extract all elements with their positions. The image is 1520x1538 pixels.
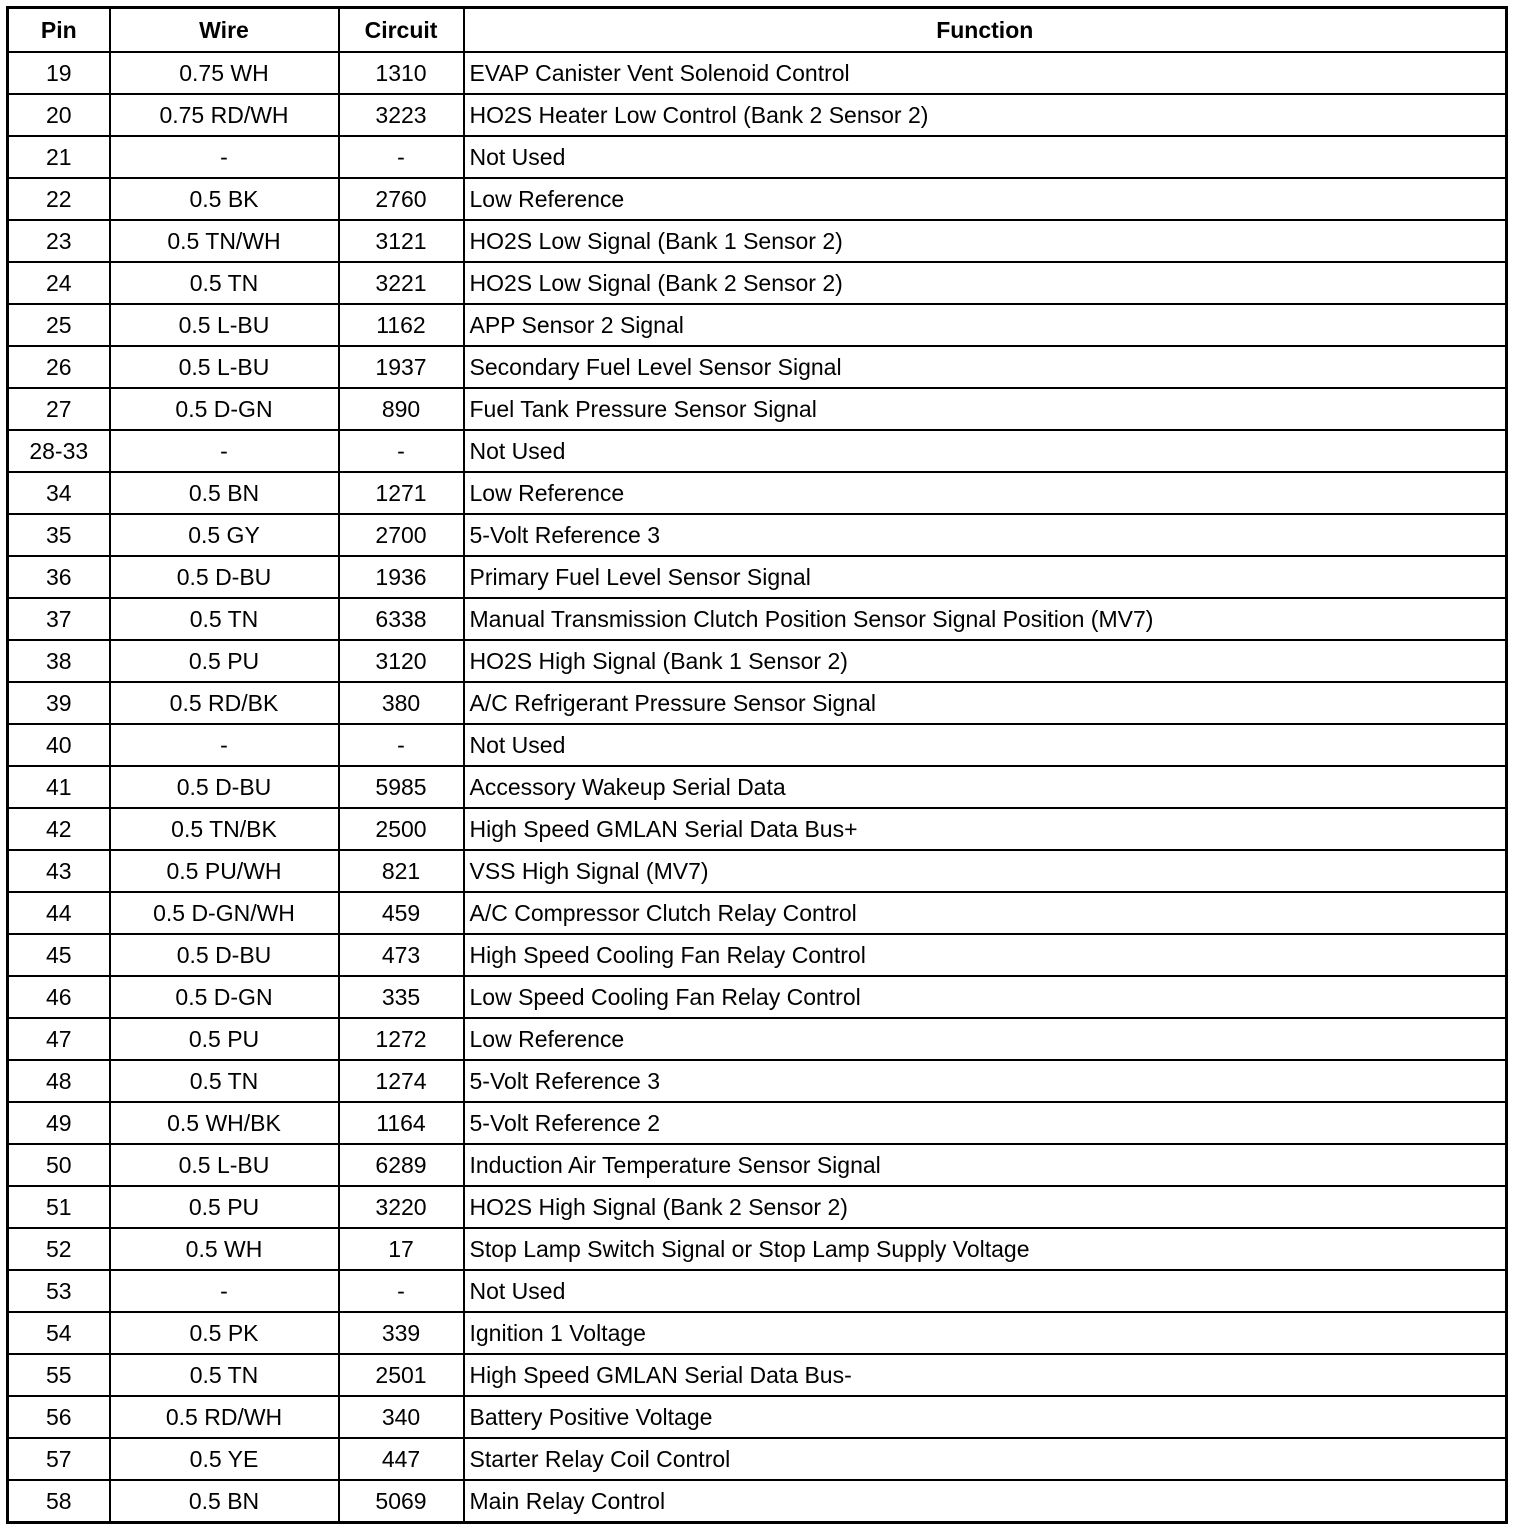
table-row xyxy=(8,514,1507,556)
wire-cell: 0.5 RD/BK xyxy=(110,682,339,724)
function-cell: 5-Volt Reference 3 xyxy=(464,514,1507,556)
table-row xyxy=(8,1228,1507,1270)
wire-cell: 0.5 PU/WH xyxy=(110,850,339,892)
wire-cell: 0.5 D-GN xyxy=(110,388,339,430)
function-cell: High Speed GMLAN Serial Data Bus- xyxy=(464,1354,1507,1396)
circuit-cell: 1162 xyxy=(339,304,464,346)
wire-cell: 0.5 D-BU xyxy=(110,934,339,976)
pin-cell: 19 xyxy=(8,52,110,94)
pin-cell: 50 xyxy=(8,1144,110,1186)
wire-cell: - xyxy=(110,136,339,178)
table-row xyxy=(8,1312,1507,1354)
wire-cell: 0.5 BN xyxy=(110,1480,339,1523)
header-row xyxy=(8,8,1507,53)
circuit-cell: 1937 xyxy=(339,346,464,388)
table-row xyxy=(8,262,1507,304)
pin-cell: 20 xyxy=(8,94,110,136)
function-cell: Main Relay Control xyxy=(464,1480,1507,1523)
wire-cell: 0.5 L-BU xyxy=(110,304,339,346)
function-cell: Not Used xyxy=(464,430,1507,472)
table-row xyxy=(8,1480,1507,1523)
function-cell: Low Reference xyxy=(464,178,1507,220)
wire-cell: 0.5 RD/WH xyxy=(110,1396,339,1438)
function-cell: 5-Volt Reference 2 xyxy=(464,1102,1507,1144)
table-row xyxy=(8,640,1507,682)
function-cell: Manual Transmission Clutch Position Sensor Signal Position (MV7) xyxy=(464,598,1507,640)
function-cell: A/C Refrigerant Pressure Sensor Signal xyxy=(464,682,1507,724)
circuit-cell: 1272 xyxy=(339,1018,464,1060)
pin-cell: 24 xyxy=(8,262,110,304)
circuit-cell: 473 xyxy=(339,934,464,976)
table-row xyxy=(8,346,1507,388)
function-cell: Accessory Wakeup Serial Data xyxy=(464,766,1507,808)
pin-cell: 56 xyxy=(8,1396,110,1438)
wire-cell: 0.5 PU xyxy=(110,1018,339,1060)
pin-cell: 54 xyxy=(8,1312,110,1354)
circuit-cell: 335 xyxy=(339,976,464,1018)
pin-cell: 25 xyxy=(8,304,110,346)
function-cell: HO2S Low Signal (Bank 2 Sensor 2) xyxy=(464,262,1507,304)
header-wire: Wire xyxy=(110,8,339,53)
circuit-cell: 447 xyxy=(339,1438,464,1480)
table-row xyxy=(8,724,1507,766)
function-cell: High Speed GMLAN Serial Data Bus+ xyxy=(464,808,1507,850)
wire-cell: 0.75 WH xyxy=(110,52,339,94)
table-row xyxy=(8,1144,1507,1186)
function-cell: Starter Relay Coil Control xyxy=(464,1438,1507,1480)
table-row xyxy=(8,1018,1507,1060)
pin-cell: 26 xyxy=(8,346,110,388)
wire-cell: 0.5 BK xyxy=(110,178,339,220)
wire-cell: 0.5 WH xyxy=(110,1228,339,1270)
wire-cell: 0.5 PK xyxy=(110,1312,339,1354)
function-cell: Not Used xyxy=(464,1270,1507,1312)
pin-cell: 47 xyxy=(8,1018,110,1060)
circuit-cell: 821 xyxy=(339,850,464,892)
circuit-cell: - xyxy=(339,1270,464,1312)
table-body xyxy=(8,52,1507,1523)
wire-cell: 0.5 D-BU xyxy=(110,556,339,598)
function-cell: High Speed Cooling Fan Relay Control xyxy=(464,934,1507,976)
wire-cell: 0.5 TN xyxy=(110,262,339,304)
pin-cell: 48 xyxy=(8,1060,110,1102)
circuit-cell: 5985 xyxy=(339,766,464,808)
header-circuit: Circuit xyxy=(339,8,464,53)
function-cell: Primary Fuel Level Sensor Signal xyxy=(464,556,1507,598)
pin-cell: 35 xyxy=(8,514,110,556)
circuit-cell: 1274 xyxy=(339,1060,464,1102)
table-row xyxy=(8,934,1507,976)
table-row xyxy=(8,892,1507,934)
pin-cell: 36 xyxy=(8,556,110,598)
table-row xyxy=(8,1354,1507,1396)
circuit-cell: 380 xyxy=(339,682,464,724)
function-cell: Ignition 1 Voltage xyxy=(464,1312,1507,1354)
table-row xyxy=(8,1102,1507,1144)
wire-cell: 0.5 YE xyxy=(110,1438,339,1480)
table-row xyxy=(8,766,1507,808)
function-cell: Not Used xyxy=(464,136,1507,178)
pin-cell: 39 xyxy=(8,682,110,724)
wire-cell: 0.5 TN xyxy=(110,1354,339,1396)
header-pin: Pin xyxy=(8,8,110,53)
table-row xyxy=(8,472,1507,514)
function-cell: Fuel Tank Pressure Sensor Signal xyxy=(464,388,1507,430)
function-cell: 5-Volt Reference 3 xyxy=(464,1060,1507,1102)
pin-cell: 41 xyxy=(8,766,110,808)
pin-cell: 27 xyxy=(8,388,110,430)
circuit-cell: 340 xyxy=(339,1396,464,1438)
circuit-cell: 3221 xyxy=(339,262,464,304)
circuit-cell: - xyxy=(339,430,464,472)
circuit-cell: 2760 xyxy=(339,178,464,220)
function-cell: Secondary Fuel Level Sensor Signal xyxy=(464,346,1507,388)
pin-cell: 23 xyxy=(8,220,110,262)
circuit-cell: 3120 xyxy=(339,640,464,682)
wire-cell: 0.5 WH/BK xyxy=(110,1102,339,1144)
wire-cell: 0.5 D-GN/WH xyxy=(110,892,339,934)
circuit-cell: 3121 xyxy=(339,220,464,262)
function-cell: VSS High Signal (MV7) xyxy=(464,850,1507,892)
table-row xyxy=(8,94,1507,136)
wire-cell: 0.5 PU xyxy=(110,1186,339,1228)
circuit-cell: 1310 xyxy=(339,52,464,94)
function-cell: Not Used xyxy=(464,724,1507,766)
function-cell: EVAP Canister Vent Solenoid Control xyxy=(464,52,1507,94)
wire-cell: 0.5 BN xyxy=(110,472,339,514)
pin-cell: 58 xyxy=(8,1480,110,1523)
table-row xyxy=(8,1270,1507,1312)
pin-cell: 43 xyxy=(8,850,110,892)
connector-pinout-table xyxy=(6,6,1508,1524)
circuit-cell: 2700 xyxy=(339,514,464,556)
wire-cell: - xyxy=(110,430,339,472)
function-cell: HO2S Heater Low Control (Bank 2 Sensor 2) xyxy=(464,94,1507,136)
header-function: Function xyxy=(464,8,1507,53)
circuit-cell: - xyxy=(339,136,464,178)
pin-cell: 38 xyxy=(8,640,110,682)
function-cell: HO2S High Signal (Bank 1 Sensor 2) xyxy=(464,640,1507,682)
table-row xyxy=(8,1396,1507,1438)
pin-cell: 45 xyxy=(8,934,110,976)
pin-cell: 21 xyxy=(8,136,110,178)
circuit-cell: 1164 xyxy=(339,1102,464,1144)
circuit-cell: 3220 xyxy=(339,1186,464,1228)
function-cell: Low Reference xyxy=(464,1018,1507,1060)
table-row xyxy=(8,682,1507,724)
table-row xyxy=(8,598,1507,640)
function-cell: Low Reference xyxy=(464,472,1507,514)
function-cell: A/C Compressor Clutch Relay Control xyxy=(464,892,1507,934)
table-row xyxy=(8,430,1507,472)
function-cell: Battery Positive Voltage xyxy=(464,1396,1507,1438)
circuit-cell: - xyxy=(339,724,464,766)
table-row xyxy=(8,136,1507,178)
table-row xyxy=(8,178,1507,220)
pin-cell: 28-33 xyxy=(8,430,110,472)
circuit-cell: 459 xyxy=(339,892,464,934)
pin-cell: 51 xyxy=(8,1186,110,1228)
table-row xyxy=(8,808,1507,850)
circuit-cell: 5069 xyxy=(339,1480,464,1523)
wire-cell: 0.75 RD/WH xyxy=(110,94,339,136)
wire-cell: 0.5 TN xyxy=(110,598,339,640)
wire-cell: 0.5 D-GN xyxy=(110,976,339,1018)
wire-cell: 0.5 TN/BK xyxy=(110,808,339,850)
pin-cell: 37 xyxy=(8,598,110,640)
circuit-cell: 1936 xyxy=(339,556,464,598)
function-cell: HO2S Low Signal (Bank 1 Sensor 2) xyxy=(464,220,1507,262)
wire-cell: 0.5 D-BU xyxy=(110,766,339,808)
circuit-cell: 339 xyxy=(339,1312,464,1354)
table-row xyxy=(8,850,1507,892)
pin-cell: 44 xyxy=(8,892,110,934)
pin-cell: 49 xyxy=(8,1102,110,1144)
circuit-cell: 6289 xyxy=(339,1144,464,1186)
circuit-cell: 3223 xyxy=(339,94,464,136)
wire-cell: 0.5 TN/WH xyxy=(110,220,339,262)
table-row xyxy=(8,1438,1507,1480)
function-cell: HO2S High Signal (Bank 2 Sensor 2) xyxy=(464,1186,1507,1228)
function-cell: Low Speed Cooling Fan Relay Control xyxy=(464,976,1507,1018)
function-cell: APP Sensor 2 Signal xyxy=(464,304,1507,346)
table-row xyxy=(8,220,1507,262)
wire-cell: 0.5 TN xyxy=(110,1060,339,1102)
table-row xyxy=(8,304,1507,346)
circuit-cell: 2500 xyxy=(339,808,464,850)
pin-cell: 40 xyxy=(8,724,110,766)
table-row xyxy=(8,976,1507,1018)
circuit-cell: 2501 xyxy=(339,1354,464,1396)
table-row xyxy=(8,1060,1507,1102)
function-cell: Induction Air Temperature Sensor Signal xyxy=(464,1144,1507,1186)
wire-cell: 0.5 L-BU xyxy=(110,1144,339,1186)
wire-cell: 0.5 GY xyxy=(110,514,339,556)
pin-cell: 46 xyxy=(8,976,110,1018)
function-cell: Stop Lamp Switch Signal or Stop Lamp Supply Voltage xyxy=(464,1228,1507,1270)
pin-cell: 34 xyxy=(8,472,110,514)
pin-cell: 55 xyxy=(8,1354,110,1396)
pin-cell: 52 xyxy=(8,1228,110,1270)
pin-cell: 53 xyxy=(8,1270,110,1312)
circuit-cell: 890 xyxy=(339,388,464,430)
pin-cell: 22 xyxy=(8,178,110,220)
table-row xyxy=(8,52,1507,94)
circuit-cell: 6338 xyxy=(339,598,464,640)
circuit-cell: 1271 xyxy=(339,472,464,514)
pin-cell: 42 xyxy=(8,808,110,850)
wire-cell: 0.5 L-BU xyxy=(110,346,339,388)
table-row xyxy=(8,1186,1507,1228)
wire-cell: - xyxy=(110,1270,339,1312)
table-row xyxy=(8,388,1507,430)
circuit-cell: 17 xyxy=(339,1228,464,1270)
wire-cell: 0.5 PU xyxy=(110,640,339,682)
table-row xyxy=(8,556,1507,598)
pin-cell: 57 xyxy=(8,1438,110,1480)
wire-cell: - xyxy=(110,724,339,766)
